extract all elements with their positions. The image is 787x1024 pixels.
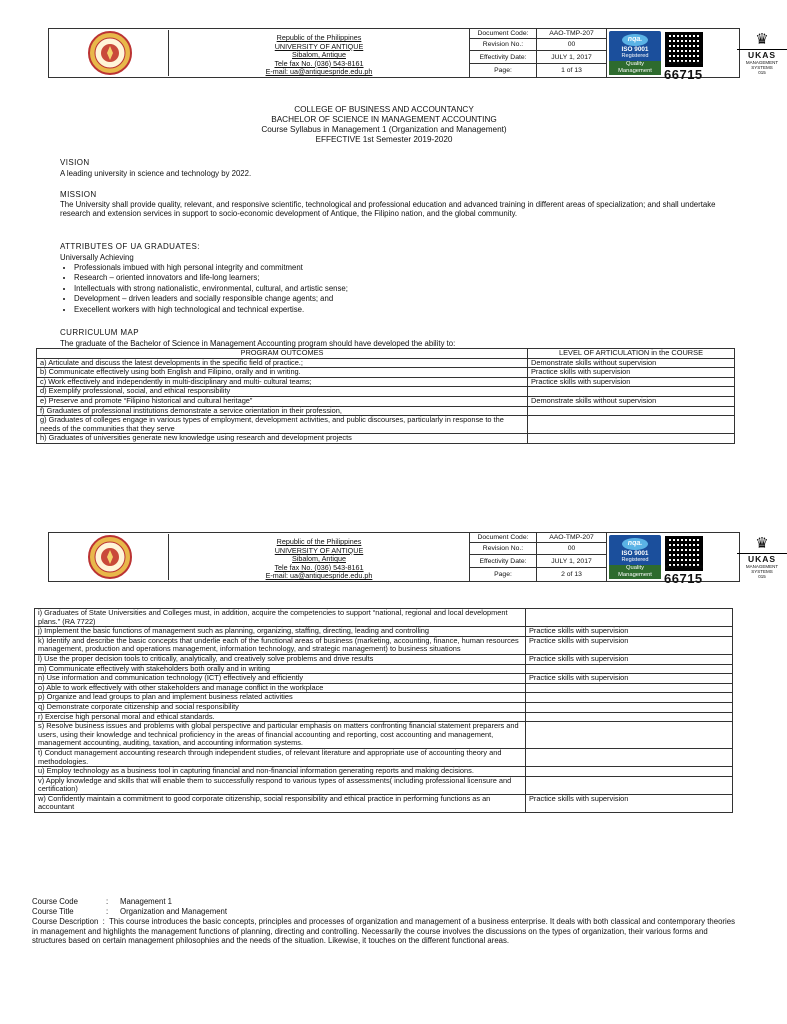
ukas-number: 015	[758, 70, 766, 75]
page-value: 1 of 13	[561, 67, 582, 74]
outcome-cell: o) Able to work effectively with other stakeholders and manage conflict in the workplace	[35, 683, 526, 693]
level-cell	[526, 609, 733, 627]
outcomes-table-1	[36, 348, 735, 444]
outcome-cell: e) Preserve and promote “Filipino historical and cultural heritage”	[37, 396, 528, 406]
course-title-label: Course Title	[32, 907, 74, 916]
page-label: Page:	[470, 568, 537, 581]
table-row	[35, 748, 733, 766]
level-cell: Practice skills with supervision	[526, 794, 733, 812]
effectivity-value: JULY 1, 2017	[551, 54, 592, 61]
outcomes-column-header: PROGRAM OUTCOMES	[37, 349, 528, 359]
outcome-cell: l) Use the proper decision tools to critically, analytically, and creatively solve problems and drive results	[35, 654, 526, 664]
level-cell: Demonstrate skills without supervision	[528, 358, 735, 368]
list-item: • Development – driven leaders and socially responsible change agents; and	[74, 294, 348, 304]
level-cell	[526, 767, 733, 777]
table-row	[35, 794, 733, 812]
table-header-row	[37, 349, 735, 359]
address-line: Sibalom, Antique	[292, 554, 346, 564]
table-row	[35, 776, 733, 794]
level-cell: Practice skills with supervision	[526, 636, 733, 654]
effective-semester: EFFECTIVE 1st Semester 2019-2020	[315, 135, 453, 144]
curriculum-intro: The graduate of the Bachelor of Science in Management Accounting program should have developed the ability to:	[60, 339, 456, 348]
iso-label: ISO 9001	[621, 45, 649, 53]
email-link[interactable]: E-mail: ua@antiquespride.edu.ph	[265, 571, 373, 581]
page-header-1	[48, 28, 779, 82]
vision-text: A leading university in science and technology by 2022.	[60, 169, 252, 178]
address-line: UNIVERSITY OF ANTIQUE	[274, 41, 364, 51]
table-row	[35, 722, 733, 749]
outcome-cell: t) Conduct management accounting research through independent studies, of relevant literature and appropriate use of accounting theory and methodologies.	[35, 748, 526, 766]
cert-number: 66715	[664, 67, 703, 82]
quality-management-label: Quality Management	[609, 565, 661, 579]
outcome-cell: g) Graduates of colleges engage in various types of employment, development activities, and public discourses, particularly in response to the needs of the communities that they serve	[37, 416, 528, 434]
nqa-iso-badge	[609, 31, 661, 75]
outcome-cell: u) Employ technology as a business tool in capturing financial and non-financial information generating reports and making decisions.	[35, 767, 526, 777]
outcome-cell: c) Work effectively and independently in multi-disciplinary and multi- cultural teams;	[37, 377, 528, 387]
table-row	[37, 368, 735, 378]
address-line: Tele fax No. (036) 543-8161	[274, 562, 364, 572]
table-row	[35, 693, 733, 703]
table-row	[35, 674, 733, 684]
course-title-line: Course Title : Organization and Management	[32, 907, 228, 916]
outcome-cell: b) Communicate effectively using both English and Filipino, orally and in writing.	[37, 368, 528, 378]
level-cell	[526, 702, 733, 712]
page-row	[469, 63, 607, 78]
effectivity-row	[469, 554, 607, 568]
outcome-cell: a) Articulate and discuss the latest developments in the specific field of practice.;	[37, 358, 528, 368]
address-line: Republic of the Philippines	[276, 537, 362, 546]
outcome-cell: s) Resolve business issues and problems with global perspective and particular emphasis on matters confronting financial statement preparers and users, using their knowledge and technical proficiency in the areas of financial accounting and reporting, cost accounting and management, management accounting, auditing, taxation, and accounting information systems.	[35, 722, 526, 749]
table-row	[35, 767, 733, 777]
outcome-cell: r) Exercise high personal moral and ethical standards.	[35, 712, 526, 722]
crown-icon: ♛	[755, 535, 769, 552]
level-column-header: LEVEL OF ARTICULATION in the COURSE	[528, 349, 735, 359]
outcome-cell: v) Apply knowledge and skills that will enable them to successfully respond to various types of assessments( including professional licensure and certification)	[35, 776, 526, 794]
page-value: 2 of 13	[561, 571, 582, 578]
nqa-iso-badge	[609, 535, 661, 579]
table-row	[35, 702, 733, 712]
level-cell: Practice skills with supervision	[526, 674, 733, 684]
mission-text: The University shall provide quality, relevant, and responsive scientific, technological and professional education and advanced training in different areas of specialization; and shall undertake research and extension services in support to socio-economic development of Antique, the Filipino nation, and the global community.	[60, 200, 716, 219]
email-link[interactable]: E-mail: ua@antiquespride.edu.ph	[265, 67, 373, 77]
cert-small-label: BS EN ISO 9001 : 2015	[665, 565, 703, 569]
course-description-text: This course introduces the basic concepts, principles and processes of organization and management of a business enterprise. It deals with both classical and contemporary theories in management and highlights the management functions of planning, directing and controlling. Necessarily the course involves the discussions on the types of organization, their various forms and structures based on certain management philosophies and the needs of the situation. Likewise, it touches on the different functional areas.	[32, 917, 735, 946]
outcome-cell: q) Demonstrate corporate citizenship and social responsibility	[35, 702, 526, 712]
course-title-value: Organization and Management	[120, 907, 228, 916]
cert-small-label: BS EN ISO 9001 : 2015	[665, 61, 703, 65]
page-header-2	[48, 532, 779, 586]
outcomes-table-2	[34, 608, 733, 813]
table-row	[35, 636, 733, 654]
college-name: COLLEGE OF BUSINESS AND ACCOUNTANCY	[294, 105, 474, 114]
university-seal	[51, 534, 169, 580]
page-label: Page:	[470, 64, 537, 77]
outcome-cell: k) Identify and describe the basic concepts that underlie each of the functional areas of business (marketing, accounting, finance, human resources management, production and operations management, information technology, and strategic management) to business situations	[35, 636, 526, 654]
outcome-cell: h) Graduates of universities generate new knowledge using research and development projects	[37, 434, 528, 444]
outcome-cell: m) Communicate effectively with stakeholders both orally and in writing	[35, 664, 526, 674]
list-item: • Research – oriented innovators and life-long learners;	[74, 273, 348, 283]
list-item: • Professionals imbued with high personal integrity and commitment	[74, 263, 348, 273]
doc-code-value: AAO-TMP-207	[549, 30, 594, 37]
course-description: Course Description : This course introduces the basic concepts, principles and processes of organization and management of a business enterprise. It deals with both classical and contemporary theories in management and highlights the management functions of planning, directing and controlling. Necessarily the course involves the discussions on the types of organization, their various forms and structures based on certain management philosophies and the needs of the situation. Likewise, it touches on the different functional areas.	[32, 917, 735, 946]
revision-value: 00	[567, 545, 576, 552]
course-code-value: Management 1	[120, 897, 173, 906]
level-cell: Practice skills with supervision	[526, 654, 733, 664]
attributes-subheading: Universally Achieving	[60, 253, 134, 262]
outcome-cell: n) Use information and communication technology (ICT) effectively and efficiently	[35, 674, 526, 684]
effectivity-label: Effectivity Date:	[470, 51, 537, 63]
course-code-label: Course Code	[32, 897, 78, 906]
outcome-cell: d) Exemplify professional, social, and ethical responsibility	[37, 387, 528, 397]
curriculum-heading: CURRICULUM MAP	[60, 328, 139, 337]
doc-code-label: Document Code:	[470, 29, 537, 38]
level-cell	[526, 776, 733, 794]
level-cell	[528, 416, 735, 434]
registered-label: Registered	[621, 52, 649, 59]
level-cell: Demonstrate skills without supervision	[528, 396, 735, 406]
course-code-line: Course Code : Management 1	[32, 897, 173, 906]
level-cell: Practice skills with supervision	[528, 377, 735, 387]
level-cell	[526, 722, 733, 749]
crown-icon: ♛	[755, 31, 769, 48]
effectivity-row	[469, 50, 607, 64]
outcome-cell: i) Graduates of State Universities and Colleges must, in addition, acquire the competencies to support “national, regional and local development plans.” (RA 7722)	[35, 609, 526, 627]
level-cell: Practice skills with supervision	[526, 627, 733, 637]
level-cell: Practice skills with supervision	[528, 368, 735, 378]
table-row	[37, 434, 735, 444]
level-cell	[526, 693, 733, 703]
level-cell	[526, 712, 733, 722]
vision-heading: VISION	[60, 158, 90, 167]
quality-management-label: Quality Management	[609, 61, 661, 75]
revision-label: Revision No.:	[470, 39, 537, 50]
revision-label: Revision No.:	[470, 543, 537, 554]
ukas-number: 015	[758, 574, 766, 579]
address-line: UNIVERSITY OF ANTIQUE	[274, 545, 364, 555]
document-info	[469, 28, 607, 78]
nqa-logo: nqa.	[622, 34, 648, 46]
address-line: Tele fax No. (036) 543-8161	[274, 58, 364, 68]
ukas-badge	[737, 535, 787, 581]
revision-value: 00	[567, 41, 576, 48]
ukas-badge	[737, 31, 787, 77]
level-cell	[526, 748, 733, 766]
university-seal	[51, 30, 169, 76]
attributes-list	[60, 263, 348, 315]
table-row	[37, 396, 735, 406]
nqa-logo: nqa.	[622, 538, 648, 550]
address-line: Sibalom, Antique	[292, 50, 346, 60]
iso-label: ISO 9001	[621, 549, 649, 557]
outcome-cell: j) Implement the basic functions of management such as planning, organizing, staffing, directing, leading and controlling	[35, 627, 526, 637]
page-row	[469, 567, 607, 582]
ukas-label: UKAS	[737, 49, 787, 60]
level-cell	[526, 683, 733, 693]
course-name: Course Syllabus in Management 1 (Organization and Management)	[261, 125, 507, 134]
table-row	[35, 654, 733, 664]
table-row	[35, 609, 733, 627]
list-item: • Intellectuals with strong nationalistic, environmental, cultural, and artistic sense;	[74, 284, 348, 294]
university-address	[169, 533, 469, 581]
doc-code-value: AAO-TMP-207	[549, 534, 594, 541]
doc-code-label: Document Code:	[470, 533, 537, 542]
list-item: • Execellent workers with high technological and technical expertise.	[74, 305, 348, 315]
attributes-heading: ATTRIBUTES OF UA GRADUATES:	[60, 242, 200, 251]
outcome-cell: p) Organize and lead groups to plan and implement business related activities	[35, 693, 526, 703]
level-cell	[528, 434, 735, 444]
table-row	[37, 416, 735, 434]
level-cell	[528, 406, 735, 416]
syllabus-title	[0, 105, 768, 145]
outcome-cell: w) Confidently maintain a commitment to good corporate citizenship, social responsibility and ethical practice in performing functions as an accountant	[35, 794, 526, 812]
cert-number: 66715	[664, 571, 703, 586]
table-row	[35, 627, 733, 637]
ukas-label: UKAS	[737, 553, 787, 564]
outcome-cell: f) Graduates of professional institutions demonstrate a service orientation in their profession,	[37, 406, 528, 416]
university-seal-icon	[88, 535, 132, 579]
registered-label: Registered	[621, 556, 649, 563]
effectivity-value: JULY 1, 2017	[551, 558, 592, 565]
mission-heading: MISSION	[60, 190, 97, 199]
effectivity-label: Effectivity Date:	[470, 555, 537, 567]
ukas-sub-label: MANAGEMENT SYSTEMS	[745, 564, 779, 574]
address-line: Republic of the Philippines	[276, 33, 362, 42]
ukas-sub-label: MANAGEMENT SYSTEMS	[745, 60, 779, 70]
course-description-label: Course Description	[32, 917, 99, 926]
program-name: BACHELOR OF SCIENCE IN MANAGEMENT ACCOUNTING	[271, 115, 497, 124]
university-seal-icon	[88, 31, 132, 75]
document-info	[469, 532, 607, 582]
university-address	[169, 29, 469, 77]
